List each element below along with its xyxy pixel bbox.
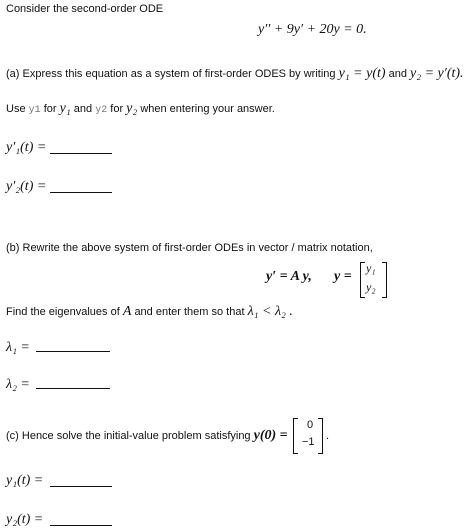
eigen-text-pre: Find the eigenvalues of [6,306,120,318]
ode-equation: y′′ + 9y′ + 20y = 0. [258,22,367,37]
vector-entry-y2: y₂ [366,280,376,294]
y2-prime-label: y′₂(t) = [6,179,47,194]
hint-end: when entering your answer. [140,103,275,115]
part-a-prefix: (a) Express this equation as a system of first-order ODES by writing [6,68,336,80]
ivp-equation: y(0) = [253,428,288,443]
y1-solution-answer-field[interactable] [50,486,112,487]
hint-for-1: for [43,103,57,115]
ivp-entry-top: 0 [307,419,314,431]
part-b-prompt: (b) Rewrite the above system of first-order ODEs in vector / matrix notation, [6,242,373,254]
y2-solution-label: y₂(t) = [6,512,44,527]
hint-code-y1: y1 [28,105,41,116]
ivp-period: . [326,430,330,442]
ivp-right-bracket [318,418,323,454]
hint-var-y2: y₂ [126,101,138,116]
y1-prime-answer-field[interactable] [50,153,112,154]
hint-for-2: for [110,103,124,115]
and-word: and [388,68,407,80]
entry-hint [6,101,275,117]
y1-prime-label: y′₁(t) = [6,140,47,155]
ivp-entry-bottom: −1 [302,436,315,448]
y2-solution-answer-field[interactable] [50,525,112,526]
lambda1-label: λ₁ = [6,340,30,355]
hint-code-y2: y2 [95,105,108,116]
eigen-prompt [6,304,293,320]
part-c-prefix: (c) Hence solve the initial-value problem satisfying [6,430,251,442]
hint-and: and [73,103,93,115]
matrix-A-symbol: A [122,304,132,319]
y2-definition: y₂ = y′(t). [410,66,464,81]
eigen-text-post: and enter them so that [134,306,245,318]
vector-left-bracket [360,262,365,298]
vector-y-label: y = [334,269,352,284]
ivp-left-bracket [293,418,298,454]
matrix-equation: y′ = A y, [266,269,312,284]
y1-solution-label: y₁(t) = [6,473,44,488]
y2-prime-answer-field[interactable] [50,192,112,193]
vector-entry-y1: y₁ [366,261,376,275]
part-c-prompt [6,428,288,444]
part-a-prompt [6,66,464,82]
lambda1-answer-field[interactable] [36,351,110,352]
lambda2-answer-field[interactable] [36,388,110,389]
eigen-order: λ₁ < λ₂ . [247,304,293,319]
intro-text: Consider the second-order ODE [6,3,164,15]
y1-definition: y₁ = y(t) [338,66,386,81]
hint-use: Use [6,103,26,115]
vector-right-bracket [382,262,387,298]
lambda2-label: λ₂ = [6,377,30,392]
hint-var-y1: y₁ [59,101,71,116]
